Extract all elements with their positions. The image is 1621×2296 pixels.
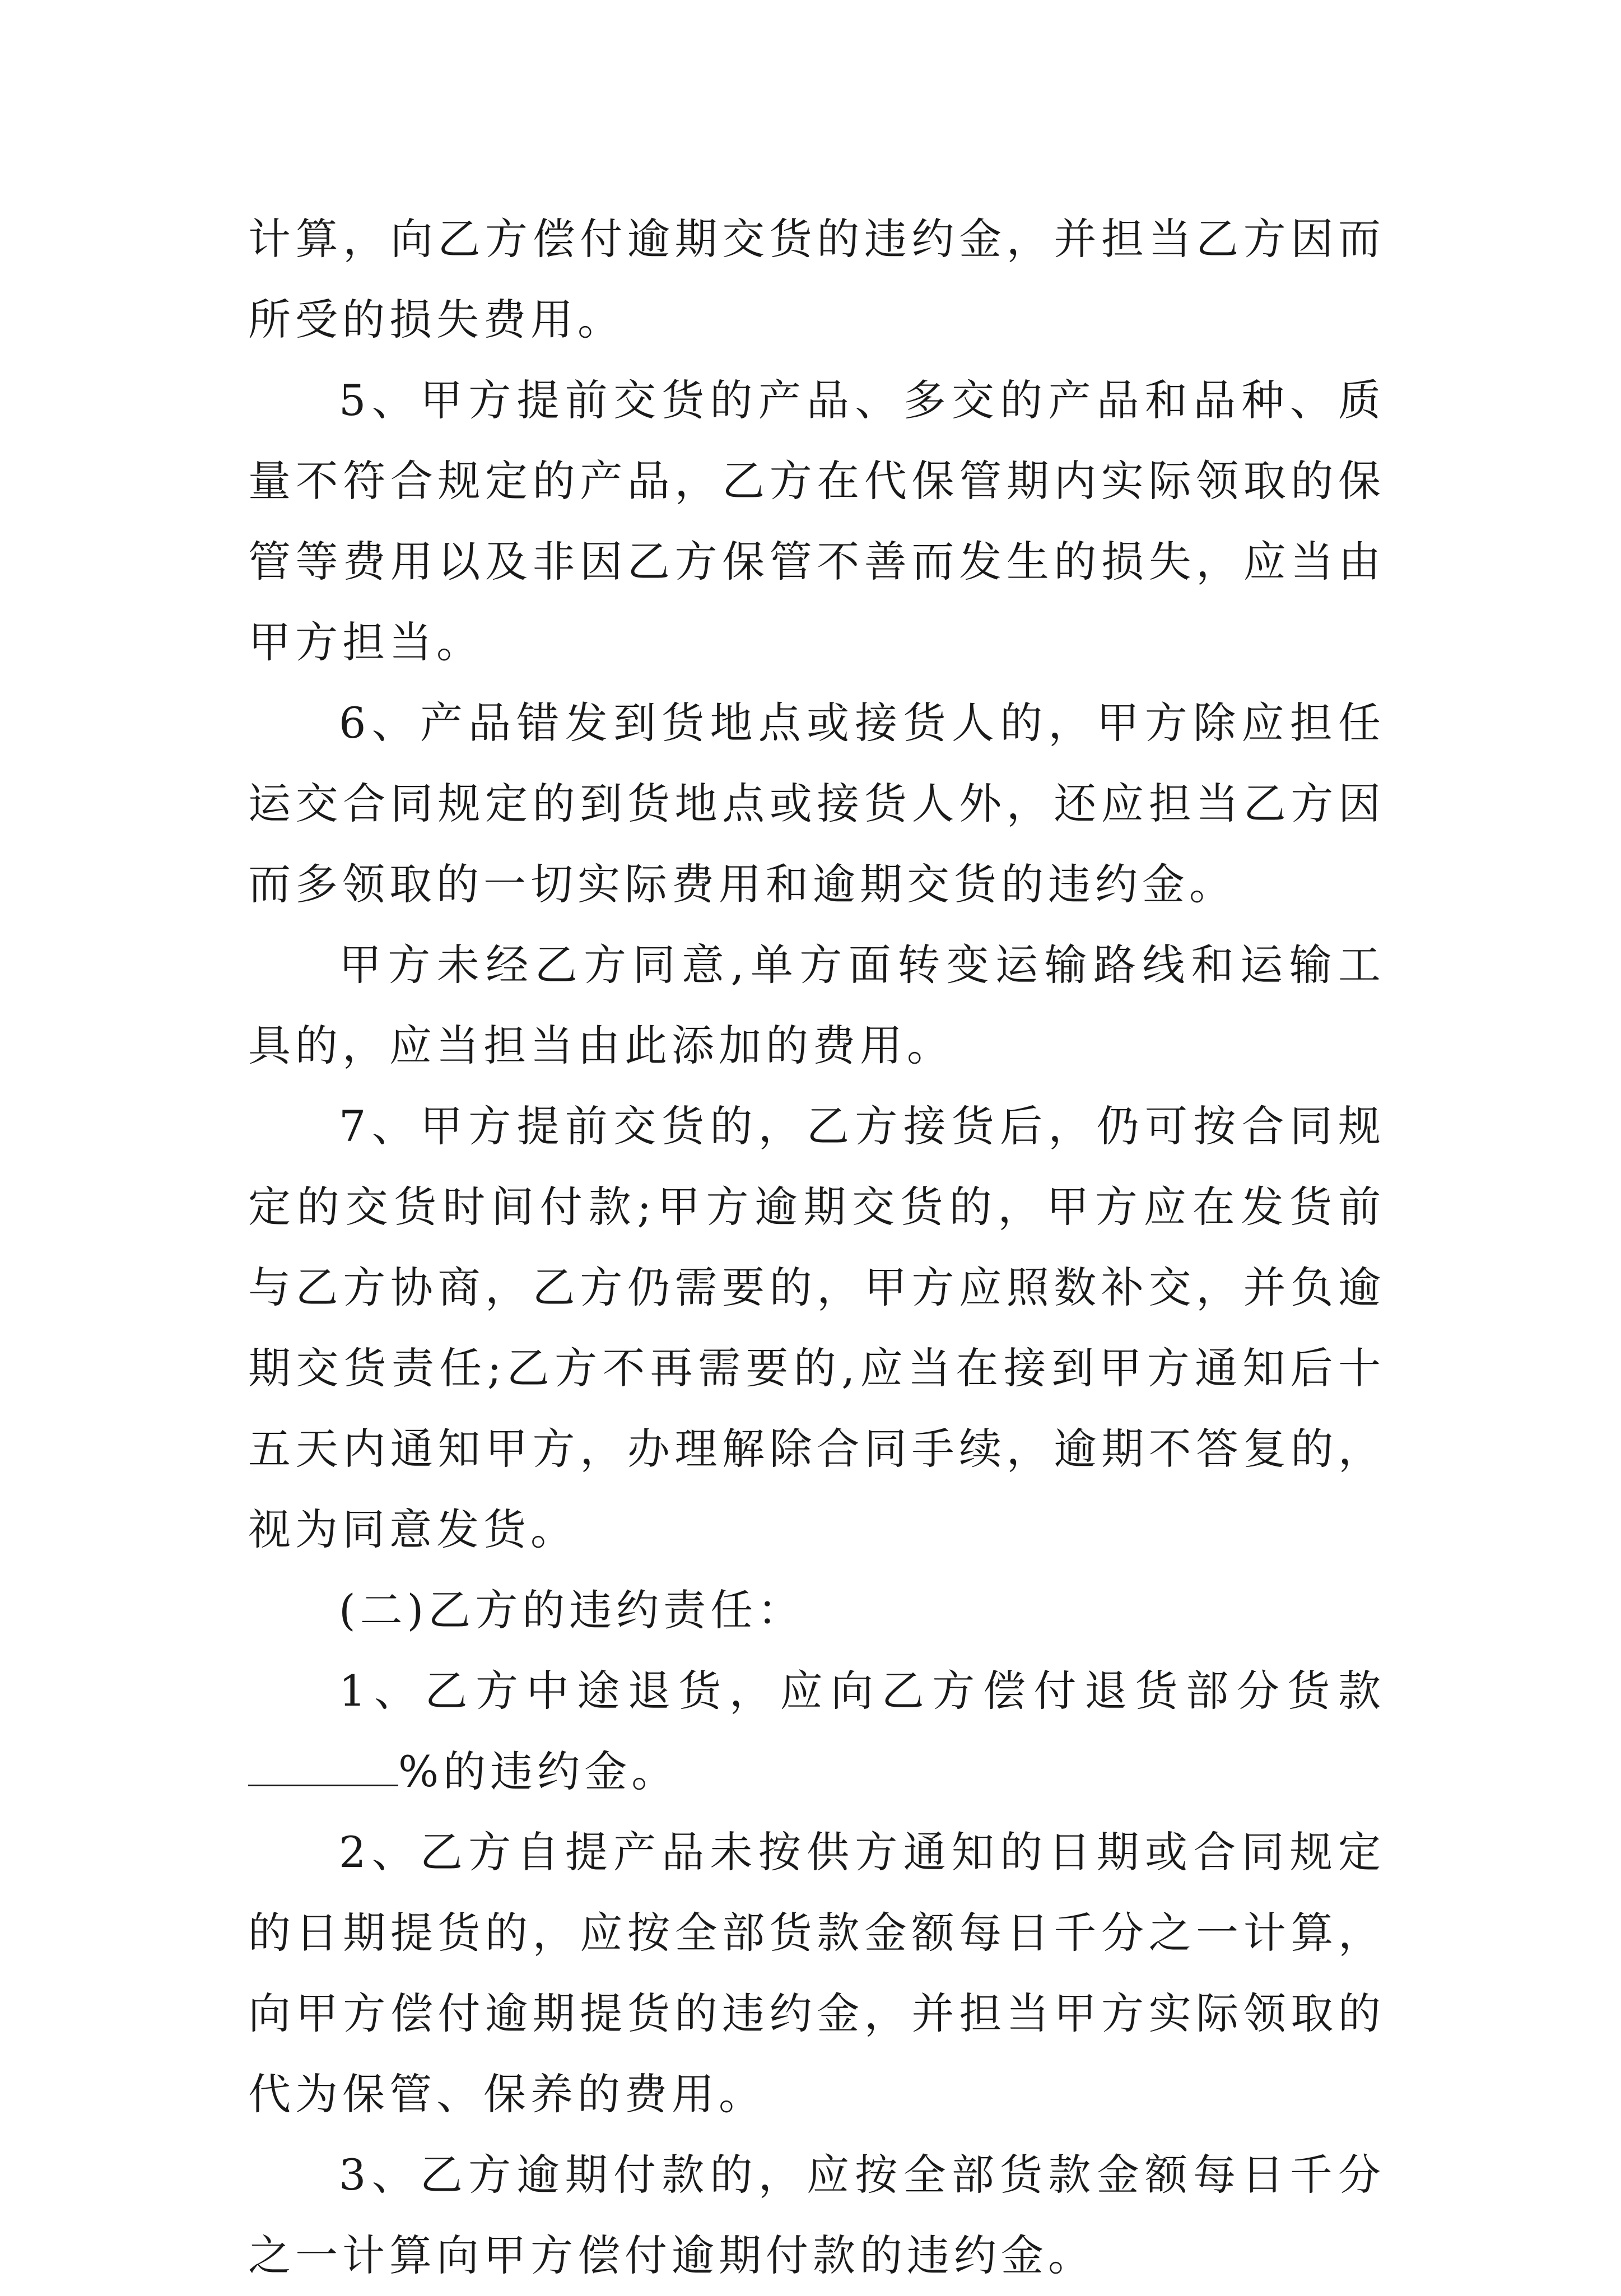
paragraph-b-item-1-text: 1、乙方中途退货，应向乙方偿付退货部分货款 bbox=[339, 1666, 1385, 1716]
paragraph-item-7: 7、甲方提前交货的，乙方接货后，仍可按合同规定的交货时间付款;甲方逾期交货的，甲方应在发货前与乙方协商，乙方仍需要的，甲方应照数补交，并负逾期交货责任;乙方不再需要的,应当在接到甲方通知后十五天内通知甲方，办理解除合同手续，逾期不答复的，视为同意发货。 bbox=[248, 1101, 1385, 1554]
paragraph-item-6: 6、产品错发到货地点或接货人的，甲方除应担任运交合同规定的到货地点或接货人外，还应担当乙方因而多领取的一切实际费用和逾期交货的违约金。 bbox=[248, 698, 1385, 909]
paragraph-b-item-1 bbox=[248, 1651, 1385, 1812]
document-page bbox=[248, 199, 1385, 2296]
section-heading-party-b-liability: (二)乙方的违约责任： bbox=[339, 1585, 805, 1635]
paragraph-item-5: 5、甲方提前交货的产品、多交的产品和品种、质量不符合规定的产品，乙方在代保管期内实际领取的保管等费用以及非因乙方保管不善而发生的损失，应当由甲方担当。 bbox=[248, 375, 1385, 667]
paragraph-compensation-continued: 计算，向乙方偿付逾期交货的违约金，并担当乙方因而所受的损失费用。 bbox=[248, 214, 1385, 344]
fill-in-blank-percentage bbox=[248, 1750, 398, 1786]
paragraph-route-change: 甲方未经乙方同意,单方面转变运输路线和运输工具的，应当担当由此添加的费用。 bbox=[248, 940, 1385, 1070]
paragraph-b-item-3: 3、乙方逾期付款的，应按全部货款金额每日千分之一计算向甲方偿付逾期付款的违约金。 bbox=[248, 2150, 1385, 2280]
paragraph-b-item-1-suffix: %的违约金。 bbox=[398, 1747, 679, 1796]
paragraph-b-item-2: 2、乙方自提产品未按供方通知的日期或合同规定的日期提货的，应按全部货款金额每日千分之一计算，向甲方偿付逾期提货的违约金，并担当甲方实际领取的代为保管、保养的费用。 bbox=[248, 1827, 1385, 2119]
